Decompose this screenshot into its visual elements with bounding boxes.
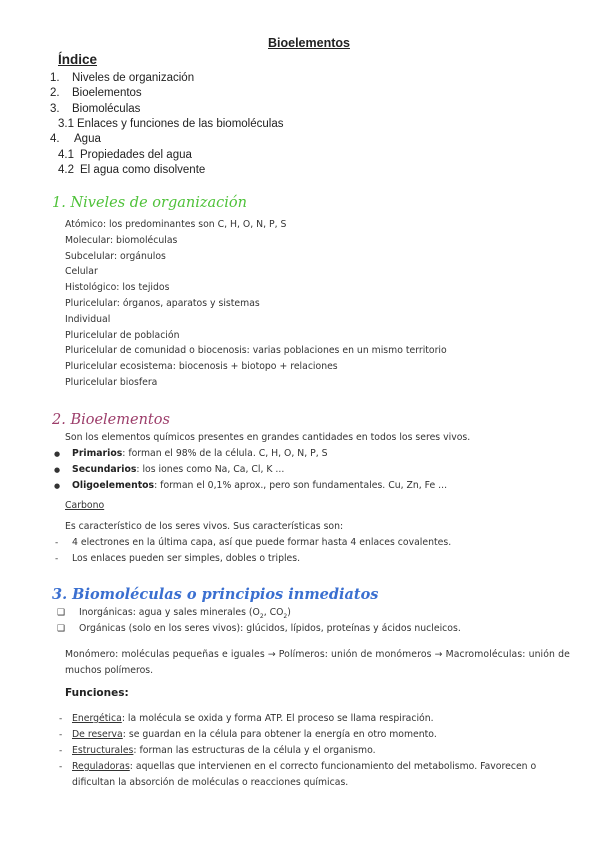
organicas-item: Orgánicas (solo en los seres vivos): glúcidos, lípidos, proteínas y ácidos nucleicos. — [79, 623, 461, 634]
index-text: Biomoléculas — [72, 103, 141, 115]
level-item: Atómico: los predominantes son C, H, O, N, P, S — [65, 219, 287, 230]
subscript: 2 — [283, 612, 288, 620]
term: De reserva — [72, 729, 123, 740]
index-text: Bioelementos — [72, 87, 142, 99]
index-item — [58, 117, 283, 131]
index-number: 4.1 — [58, 149, 74, 161]
section-1-heading: 1. Niveles de organización — [52, 195, 247, 211]
description: : forman las estructuras de la célula y el organismo. — [133, 745, 376, 756]
section-3-heading: 3. Biomoléculas o principios inmediatos — [52, 586, 379, 603]
term: Primarios — [72, 448, 123, 459]
description: : se guardan en la célula para obtener la energía en otro momento. — [122, 729, 437, 740]
level-item: Subcelular: orgánulos — [65, 250, 166, 262]
text: , CO — [263, 607, 284, 618]
level-item: Molecular: biomoléculas — [65, 234, 178, 246]
level-item: Celular — [65, 266, 98, 278]
carbono-intro: Es característico de los seres vivos. Sus características son: — [65, 521, 344, 532]
dash-marker: - — [55, 554, 59, 564]
bullet-icon: ● — [54, 450, 61, 458]
document-title: Bioelementos — [268, 36, 350, 50]
reguladoras-continuation: dificultan la absorción de moléculas o reacciones químicas. — [72, 777, 349, 788]
bullet-icon: ● — [54, 482, 61, 490]
index-item — [50, 86, 142, 100]
index-item — [58, 163, 205, 177]
index-number: 4. — [50, 133, 60, 145]
index-item — [50, 71, 194, 85]
monomero-line-2: muchos polímeros. — [65, 665, 154, 676]
index-number: 3.1 — [58, 118, 74, 130]
checkbox-bullet-icon: ❑ — [57, 624, 66, 634]
dash-marker: - — [59, 730, 63, 740]
index-number: 3. — [50, 103, 60, 115]
index-item — [50, 102, 140, 116]
bullet-icon: ● — [54, 466, 61, 474]
bioelement-item — [72, 479, 447, 493]
carbono-subheading: Carbono — [65, 500, 105, 511]
function-item — [72, 728, 437, 742]
level-item: Pluricelular de comunidad o biocenosis: varias poblaciones en un mismo territorio — [65, 345, 447, 357]
term: Secundarios — [72, 464, 137, 475]
carbono-item: 4 electrones en la última capa, así que puede formar hasta 4 enlaces covalentes. — [72, 537, 452, 548]
index-text: Niveles de organización — [72, 72, 195, 84]
section-2-heading: 2. Bioelementos — [52, 412, 170, 428]
function-item — [72, 744, 376, 758]
bioelement-item — [72, 463, 284, 477]
description: : forman el 98% de la célula. C, H, O, N, P, S — [122, 448, 328, 459]
index-text: Enlaces y funciones de las biomoléculas — [77, 118, 284, 130]
function-item — [72, 760, 536, 774]
level-item: Pluricelular de población — [65, 329, 180, 341]
funciones-heading: Funciones: — [65, 687, 129, 699]
bioelement-item — [72, 447, 328, 461]
level-item: Histológico: los tejidos — [65, 282, 170, 294]
term: Reguladoras — [72, 761, 130, 772]
dash-marker: - — [55, 538, 59, 548]
text: Inorgánicas: agua y sales minerales (O — [79, 607, 260, 618]
index-number: 2. — [50, 87, 60, 99]
index-text: El agua como disolvente — [80, 164, 206, 176]
function-item — [72, 712, 434, 726]
monomero-line-1: Monómero: moléculas pequeñas e iguales → Polímeros: unión de monómeros → Macromoléculas: unión de — [65, 649, 570, 660]
term: Estructurales — [72, 745, 134, 756]
description: : los iones como Na, Ca, Cl, K ... — [136, 464, 285, 475]
s2-intro: Son los elementos químicos presentes en grandes cantidades en todos los seres vivos. — [65, 432, 471, 443]
subscript: 2 — [259, 612, 264, 620]
index-text: Propiedades del agua — [80, 149, 192, 161]
description: : la molécula se oxida y forma ATP. El proceso se llama respiración. — [121, 713, 434, 724]
dash-marker: - — [59, 714, 63, 724]
text: ) — [287, 607, 291, 618]
index-item — [58, 148, 192, 162]
dash-marker: - — [59, 746, 63, 756]
index-item — [50, 132, 101, 146]
index-number: 1. — [50, 72, 60, 84]
carbono-item: Los enlaces pueden ser simples, dobles o triples. — [72, 553, 301, 564]
index-text: Agua — [74, 133, 101, 145]
description: : aquellas que intervienen en el correcto funcionamiento del metabolismo. Favorecen o — [129, 761, 537, 772]
term: Oligoelementos — [72, 480, 155, 491]
level-item: Pluricelular ecosistema: biocenosis + biotopo + relaciones — [65, 361, 338, 373]
level-item: Pluricelular biosfera — [65, 377, 158, 388]
description: : forman el 0,1% aprox., pero son fundamentales. Cu, Zn, Fe ... — [154, 480, 448, 491]
term: Energética — [72, 713, 122, 724]
index-number: 4.2 — [58, 164, 74, 176]
dash-marker: - — [59, 762, 63, 772]
level-item: Individual — [65, 313, 111, 325]
checkbox-bullet-icon: ❑ — [57, 608, 66, 618]
index-heading: Índice — [58, 52, 98, 67]
level-item: Pluricelular: órganos, aparatos y sistemas — [65, 298, 260, 309]
